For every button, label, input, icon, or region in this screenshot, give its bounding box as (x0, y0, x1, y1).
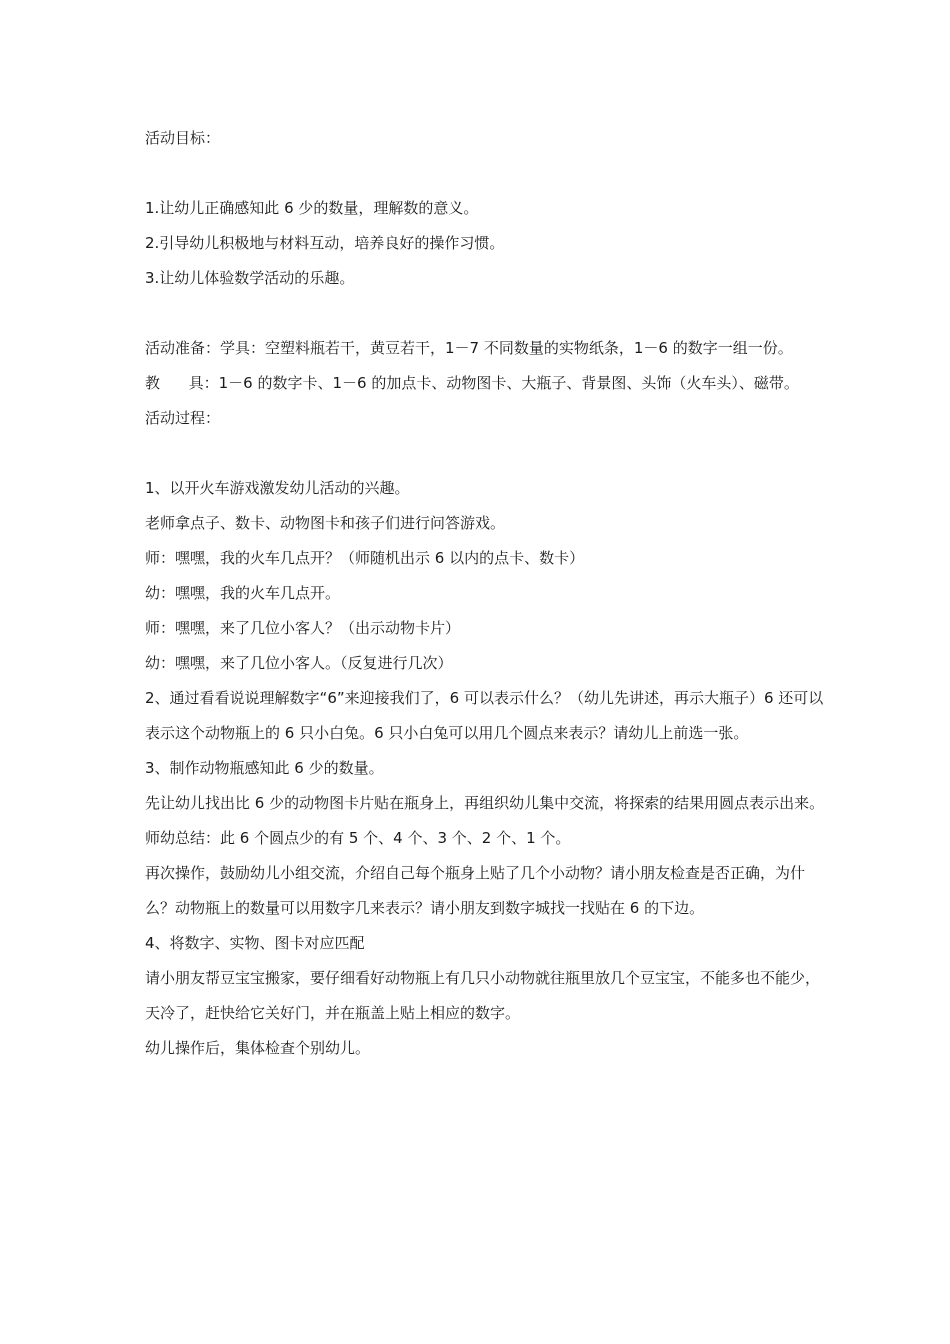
process-step-4: 4、将数字、实物、图卡对应匹配 (145, 934, 365, 952)
goal-item-3: 3.让幼儿体验数学活动的乐趣。 (145, 269, 355, 287)
goal-heading: 活动目标： (145, 129, 221, 147)
preparation-student-tools: 活动准备：学具：空塑料瓶若干，黄豆若干，1－7 不同数量的实物纸条，1－6 的数字一组一份。 (145, 339, 793, 357)
process-line: 师：嘿嘿，来了几位小客人？（出示动物卡片） (145, 619, 461, 637)
process-line: 老师拿点子、数卡、动物图卡和孩子们进行问答游戏。 (145, 514, 506, 532)
process-line: 幼儿操作后，集体检查个别幼儿。 (145, 1039, 371, 1057)
document-body (145, 121, 825, 1066)
process-line: 再次操作，鼓励幼儿小组交流，介绍自己每个瓶身上贴了几个小动物？请小朋友检查是否正确，为什么？动物瓶上的数量可以用数字几来表示？请小朋友到数字城找一找贴在 6 的下边。 (145, 864, 806, 917)
process-line: 幼：嘿嘿，来了几位小客人。（反复进行几次） (145, 654, 453, 672)
process-line: 幼：嘿嘿，我的火车几点开。 (145, 584, 341, 602)
blank-line (145, 436, 825, 471)
process-line: 请小朋友帮豆宝宝搬家，要仔细看好动物瓶上有几只小动物就往瓶里放几个豆宝宝，不能多也不能少，天冷了，赶快给它关好门，并在瓶盖上贴上相应的数字。 (145, 969, 821, 1022)
process-line: 师幼总结：此 6 个圆点少的有 5 个、4 个、3 个、2 个、1 个。 (145, 829, 571, 847)
process-step-3: 3、制作动物瓶感知此 6 少的数量。 (145, 759, 384, 777)
process-step-1: 1、以开火车游戏激发幼儿活动的兴趣。 (145, 479, 410, 497)
goal-item-2: 2.引导幼儿积极地与材料互动，培养良好的操作习惯。 (145, 234, 505, 252)
process-heading: 活动过程： (145, 409, 221, 427)
process-step-2: 2、通过看看说说理解数字“6”来迎接我们了，6 可以表示什么？（幼儿先讲述，再示大瓶子）6 还可以表示这个动物瓶上的 6 只小白兔。6 只小白兔可以用几个圆点来表示？请幼儿上前选一张。 (145, 689, 824, 742)
process-line: 师：嘿嘿，我的火车几点开？（师随机出示 6 以内的点卡、数卡） (145, 549, 585, 567)
process-line: 先让幼儿找出比 6 少的动物图卡片贴在瓶身上，再组织幼儿集中交流，将探索的结果用圆点表示出来。 (145, 794, 825, 812)
preparation-teacher-tools: 教 具：1－6 的数字卡、1－6 的加点卡、动物图卡、大瓶子、背景图、头饰（火车头）、磁带。 (145, 374, 799, 392)
blank-line (145, 156, 825, 191)
goal-item-1: 1.让幼儿正确感知此 6 少的数量，理解数的意义。 (145, 199, 479, 217)
blank-line (145, 296, 825, 331)
